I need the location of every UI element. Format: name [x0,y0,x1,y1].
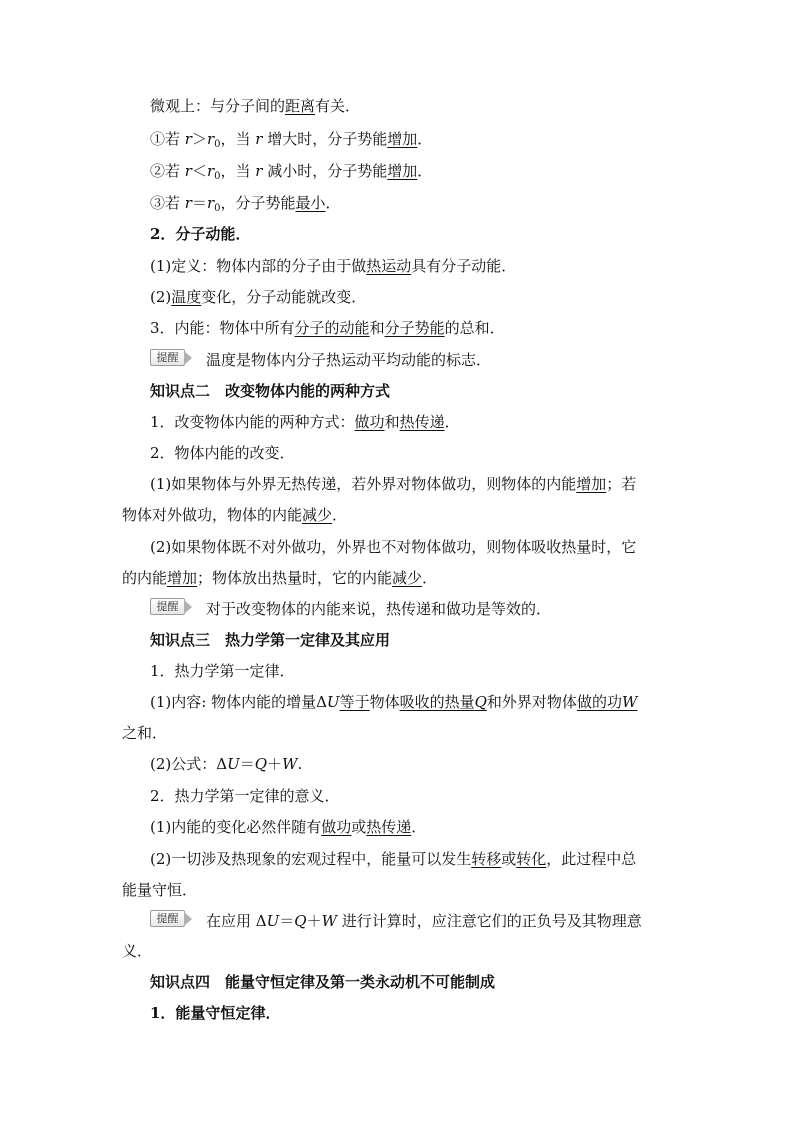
text: 的内能 [122,569,168,587]
text: (1)内容: 物体内能的增量Δ [150,693,327,711]
underlined-answer [577,693,637,711]
text: ． [332,506,348,524]
text: ；物体放出热量时，它的内能 [197,569,393,587]
underlined-answer: 转移 [471,850,502,868]
change-p1-line-2 [122,505,678,525]
symbol-U: U [326,693,340,711]
text: 1．改变物体内能的两种方式： [150,413,355,431]
symbol-Q: Q [294,912,307,930]
underlined-answer: 增加 [167,569,198,587]
tip-badge-tail [184,912,192,926]
text: 和外界对物体 [486,693,577,711]
underlined-answer: 做功 [321,818,352,836]
section-2-heading: 知识点二 改变物体内能的两种方式 [150,382,391,400]
underlined-answer: 热传递 [399,413,445,431]
underlined-answer: 热传递 [366,818,412,836]
text: 或 [501,850,517,868]
law-content-line-1 [150,692,706,712]
tip-text: 对于改变物体的内能来说，热传递和做功是等效的． [206,600,552,618]
text: (1)内能的变化必然伴随有 [150,818,322,836]
text: ＜ [191,162,207,180]
symbol-U: U [266,912,280,930]
text: ①若 [150,130,185,148]
text: ＝ [191,194,207,212]
text: . [297,755,303,773]
text: 物体对外做功，物体的内能 [122,506,303,524]
underlined-answer: 做功 [354,413,385,431]
symbol-U: U [227,755,240,773]
symbol-r: r [255,162,263,180]
underlined-answer: 减少 [302,506,333,524]
subscript: 0 [214,139,221,150]
text: ． [417,130,433,148]
underlined-answer: 距离 [285,97,316,115]
underlined-answer: 等于 [339,693,370,711]
first-law-heading: 1．热力学第一定律． [150,662,295,680]
tip-1-line [150,349,706,370]
subscript: 0 [214,171,221,182]
text: 吸收的热量 [399,693,475,711]
tip-badge-tail [184,600,192,614]
underlined-answer: 增加 [387,130,418,148]
symbol-W: W [621,693,638,711]
symbol-r: r [184,130,192,148]
text: (2) [150,288,172,306]
tip-badge-icon [150,349,194,366]
text: 变化，分子动能就改变． [201,288,367,306]
text: 和 [369,319,385,337]
tip-badge-label: 提醒 [150,598,185,615]
tip-2-line [150,598,706,619]
tip-badge-tail [184,351,192,365]
symbol-r: r [255,130,263,148]
formula-line [150,754,706,774]
symbol-Q: Q [474,693,487,711]
change-heading: 2．物体内能的改变． [150,444,295,462]
kinetic-definition-line [150,256,706,276]
text: 在应用 Δ [206,912,267,930]
underlined-answer: 分子势能 [384,319,445,337]
subscript: 0 [214,203,221,214]
section-4-heading: 知识点四 能量守恒定律及第一类永动机不可能制成 [150,973,496,991]
underlined-answer: 减少 [392,569,423,587]
section-3-heading: 知识点三 热力学第一定律及其应用 [150,631,391,649]
significance-1-line [150,817,706,837]
symbol-r0: r [206,130,215,148]
symbol-Q: Q [254,755,268,773]
significance-heading: 2．热力学第一定律的意义． [150,787,340,805]
text: ． [444,413,460,431]
text: (1)如果物体与外界无热传递，若外界对物体做功，则物体的内能 [150,475,577,493]
change-p2-line-1: (2)如果物体既不对外做功，外界也不对物体做功，则物体吸收热量时，它 [150,538,637,556]
kinetic-energy-heading: 2．分子动能． [150,225,251,243]
symbol-r0: r [206,194,215,212]
text: ，分子势能 [220,194,296,212]
text: ． [422,569,438,587]
text: ，当 [220,130,256,148]
underlined-answer: 最小 [295,194,326,212]
symbol-r0: r [206,162,215,180]
tip-3-line-1 [150,910,706,931]
text: (2)公式：Δ [150,755,228,773]
text: 减小时，分子势能 [262,162,388,180]
text: ③若 [150,194,185,212]
text: 具有分子动能． [411,257,517,275]
text: 微观上：与分子间的 [150,97,286,115]
underlined-answer: 增加 [576,475,607,493]
law-content-line-2: 之和． [122,724,168,742]
text: ． [417,162,433,180]
symbol-r: r [184,194,192,212]
change-p1-line-1 [150,474,706,494]
text: 进行计算时，应注意它们的正负号及其物理意 [337,912,642,930]
text: ． [325,194,341,212]
text: (2)一切涉及热现象的宏观过程中，能量可以发生 [150,850,472,868]
text: ＞ [191,130,207,148]
underlined-answer: 转化 [516,850,547,868]
kinetic-temperature-line [150,287,706,307]
text: 或 [351,818,367,836]
tip-3-line-2: 义． [122,942,153,960]
two-ways-line [150,412,706,432]
significance-2-line-1 [150,849,706,869]
text: (1)定义：物体内部的分子由于做 [150,257,367,275]
underlined-answer [400,693,487,711]
tip-badge-label: 提醒 [150,910,185,927]
case-1-line [150,129,706,149]
case-3-line [150,193,706,213]
text: 物体 [369,693,400,711]
text: ＋ [267,755,283,773]
significance-2-line-2: 能量守恒． [122,881,198,899]
text: 做的功 [576,693,622,711]
symbol-W: W [282,755,298,773]
internal-energy-line [150,318,706,338]
text: 增大时，分子势能 [262,130,388,148]
symbol-r: r [184,162,192,180]
tip-badge-label: 提醒 [150,349,185,366]
text: ． [411,818,427,836]
text: 3．内能：物体中所有 [150,319,295,337]
underlined-answer: 增加 [387,162,418,180]
text: ＝ [279,912,295,930]
tip-badge-icon [150,598,194,615]
underlined-answer: 温度 [171,288,202,306]
text: 有关． [315,97,361,115]
case-2-line [150,161,706,181]
text: ，当 [220,162,256,180]
change-p2-line-2 [122,568,678,588]
text: ＋ [306,912,322,930]
tip-badge-icon [150,910,194,927]
text: ＝ [239,755,255,773]
underlined-answer: 分子的动能 [294,319,370,337]
underlined-answer: 热运动 [366,257,412,275]
energy-conservation-heading: 1．能量守恒定律． [150,1004,281,1022]
symbol-W: W [321,912,338,930]
text: ；若 [606,475,637,493]
text: 的总和． [444,319,505,337]
text: 和 [384,413,400,431]
microscopic-line [150,96,706,116]
tip-text: 温度是物体内分子热运动平均动能的标志． [206,351,492,369]
text: ②若 [150,162,185,180]
text: ，此过程中总 [546,850,637,868]
